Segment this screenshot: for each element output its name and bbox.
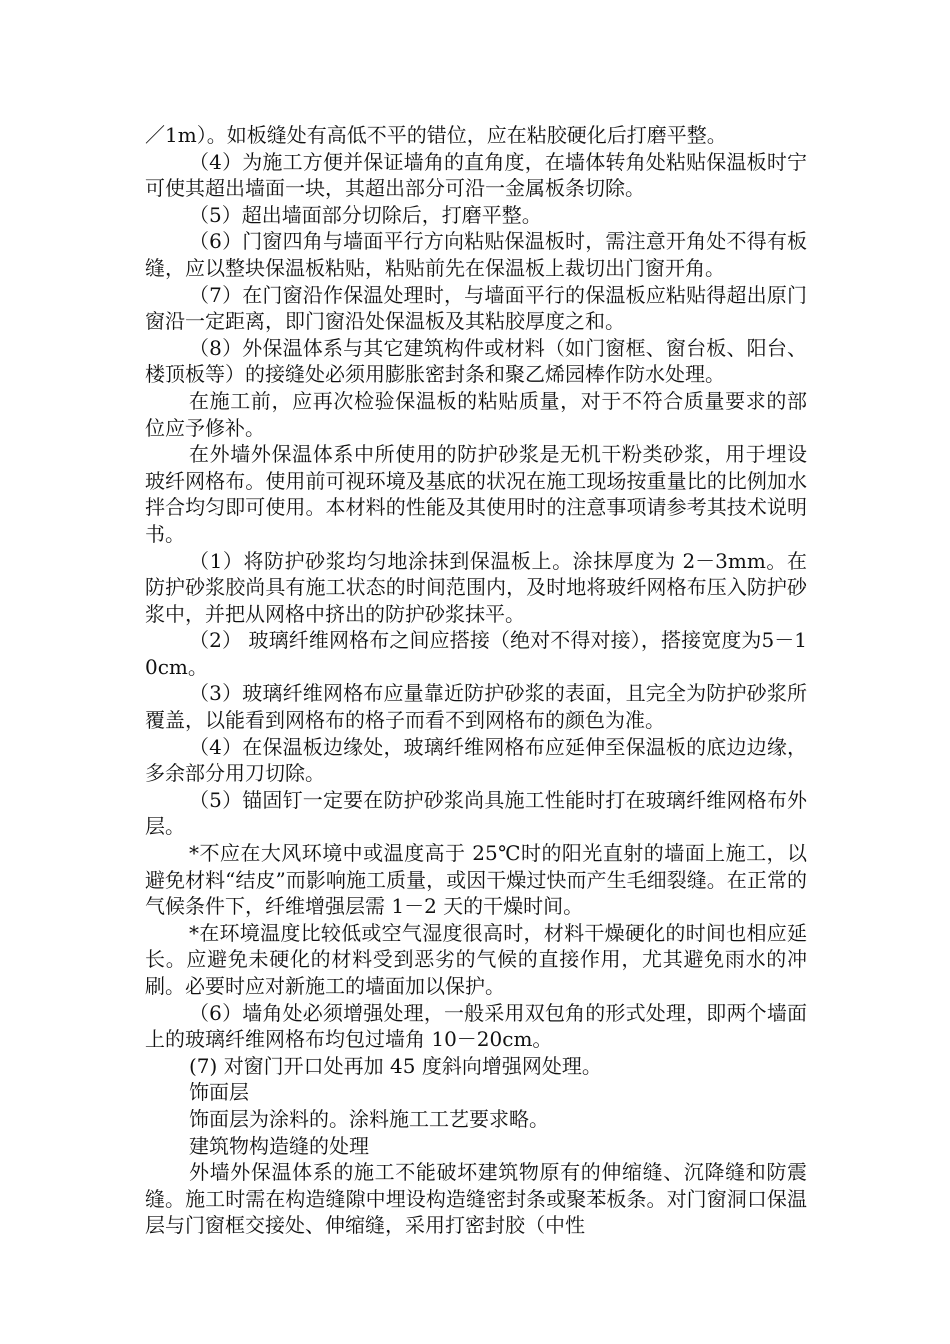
- section-heading-finish-layer: 饰面层: [189, 1080, 249, 1105]
- document-body: [145, 122, 807, 1239]
- mortar-item-7: (7) 对窗门开口处再加 45 度斜向增强网处理。: [189, 1053, 602, 1078]
- mortar-item-5: （5）锚固钉一定要在防护砂浆尚具施工性能时打在玻璃纤维网格布外层。: [145, 787, 807, 839]
- paragraph-finish-layer: 饰面层为涂料的。涂料施工工艺要求略。: [189, 1106, 549, 1131]
- note-weather: *不应在大风环境中或温度高于 25℃时的阳光直射的墙面上施工，以避免材料“结皮”而影响施工质量，或因干燥过快而产生毛细裂缝。在正常的气候条件下，纤维增强层需 1－2 天的干燥时间。: [145, 841, 807, 919]
- list-item-8: （8）外保温体系与其它建筑构件或材料（如门窗框、窗台板、阳台、楼顶板等）的接缝处必须用膨胀密封条和聚乙烯园棒作防水处理。: [145, 335, 807, 387]
- mortar-item-2: （2） 玻璃纤维网格布之间应搭接（绝对不得对接），搭接宽度为5－10cm。: [145, 628, 807, 679]
- paragraph-inspection: 在施工前，应再次检验保温板的粘贴质量，对于不符合质量要求的部位应予修补。: [145, 388, 807, 440]
- mortar-item-6: （6）墙角处必须增强处理，一般采用双包角的形式处理，即两个墙面上的玻璃纤维网格布均包过墙角 10－20cm。: [145, 1000, 807, 1052]
- list-item-6: （6）门窗四角与墙面平行方向粘贴保温板时，需注意开角处不得有板缝，应以整块保温板粘贴，粘贴前先在保温板上裁切出门窗开角。: [145, 229, 807, 280]
- mortar-item-3: （3）玻璃纤维网格布应量靠近防护砂浆的表面，且完全为防护砂浆所覆盖，以能看到网格布的格子而看不到网格布的颜色为准。: [145, 681, 807, 733]
- section-heading-structural-joints: 建筑物构造缝的处理: [189, 1133, 369, 1158]
- paragraph-structural-joints: 外墙外保温体系的施工不能破坏建筑物原有的伸缩缝、沉降缝和防震缝。施工时需在构造缝隙中埋设构造缝密封条或聚苯板条。对门窗洞口保温层与门窗框交接处、伸缩缝，采用打密封胶（中性: [145, 1160, 807, 1238]
- list-item-4: （4）为施工方便并保证墙角的直角度，在墙体转角处粘贴保温板时宁可使其超出墙面一块，其超出部分可沿一金属板条切除。: [145, 149, 807, 201]
- note-humidity: *在环境温度比较低或空气湿度很高时，材料干燥硬化的时间也相应延长。应避免未硬化的材料受到恶劣的气候的直接作用，尤其避免雨水的冲刷。必要时应对新施工的墙面加以保护。: [145, 920, 807, 998]
- mortar-item-4: （4）在保温板边缘处，玻璃纤维网格布应延伸至保温板的底边边缘，多余部分用刀切除。: [145, 734, 807, 786]
- paragraph-protective-mortar: 在外墙外保温体系中所使用的防护砂浆是无机干粉类砂浆，用于埋设玻纤网格布。使用前可视环境及基底的状况在施工现场按重量比的比例加水拌合均匀即可使用。本材料的性能及其使用时的注意事项请参考其技术说明书。: [145, 442, 807, 546]
- mortar-item-1: （1）将防护砂浆均匀地涂抹到保温板上。涂抹厚度为 2－3mm。在防护砂浆胶尚具有施工状态的时间范围内，及时地将玻纤网格布压入防护砂浆中，并把从网格中挤出的防护砂浆抹平。: [145, 548, 807, 626]
- paragraph-continuation: ／1m）。如板缝处有高低不平的错位，应在粘胶硬化后打磨平整。: [145, 123, 727, 147]
- list-item-5: （5）超出墙面部分切除后，打磨平整。: [189, 202, 542, 227]
- list-item-7: （7）在门窗沿作保温处理时，与墙面平行的保温板应粘贴得超出原门窗沿一定距离，即门窗沿处保温板及其粘胶厚度之和。: [145, 282, 807, 334]
